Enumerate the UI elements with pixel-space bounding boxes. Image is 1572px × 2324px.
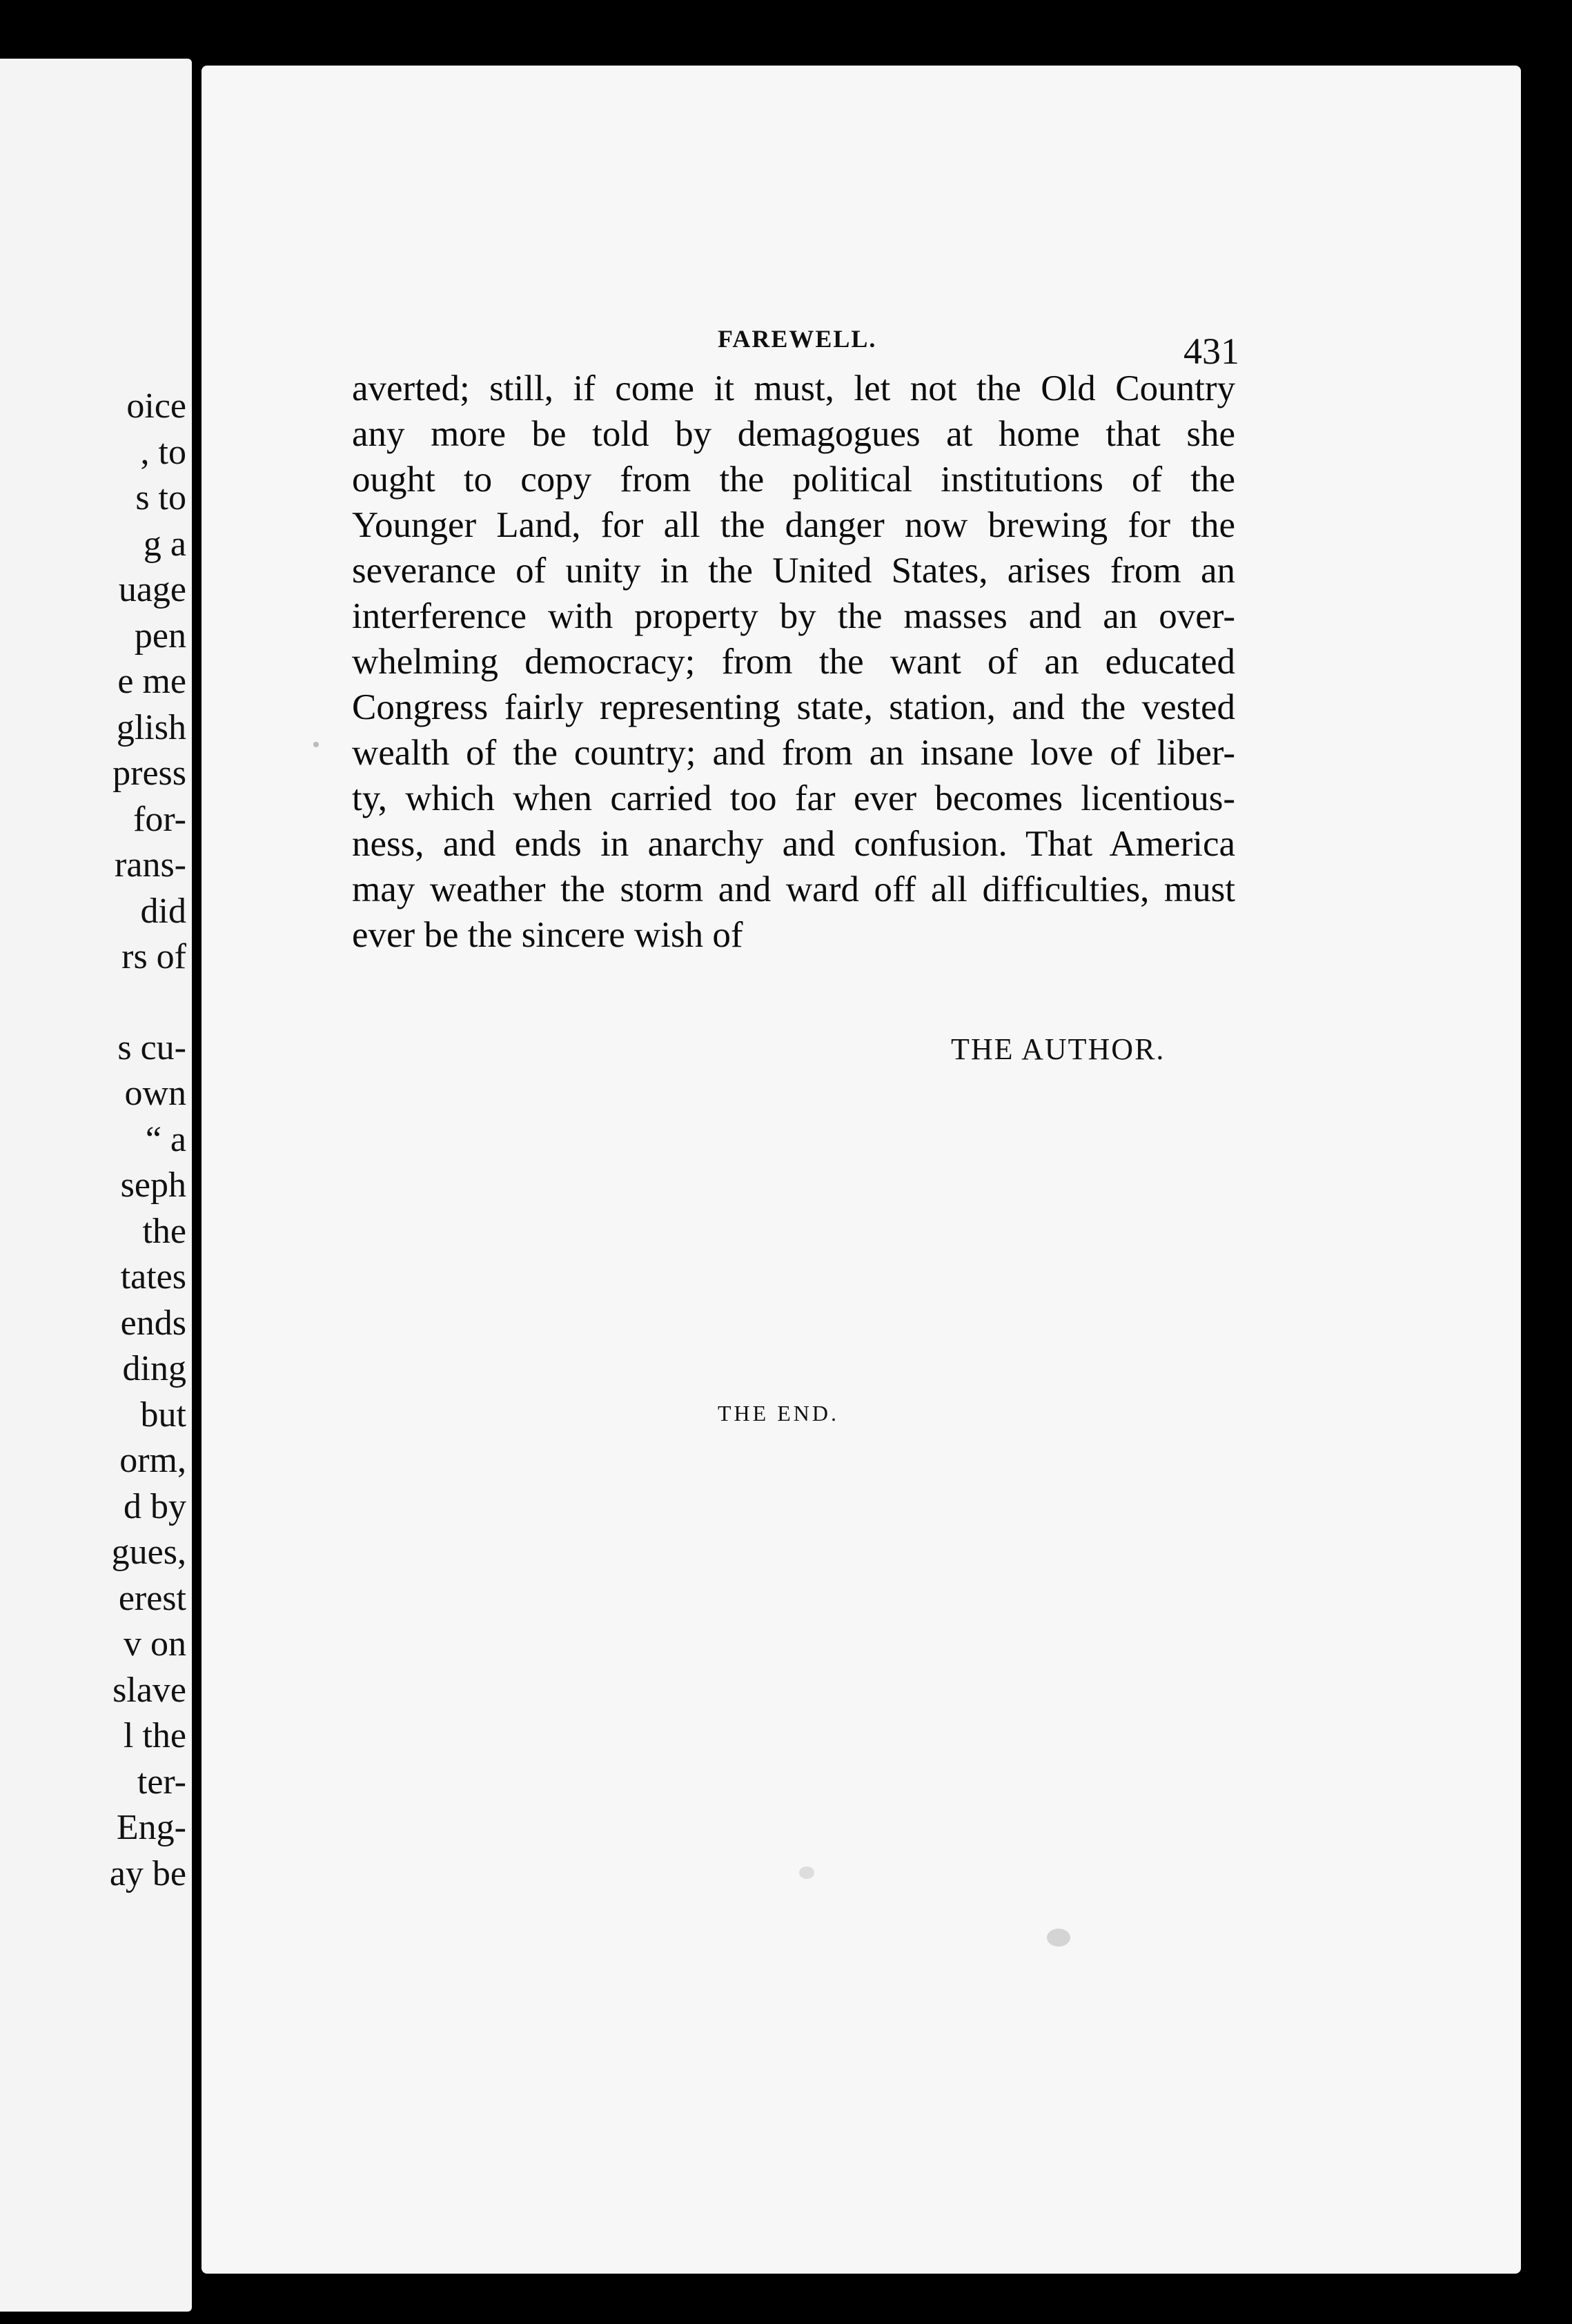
left-line-fragment: rs of [121,937,186,976]
running-head: FAREWELL. [718,325,877,353]
text-line: ever be the sincere wish of [352,915,743,955]
page-number: 431 [1183,331,1239,372]
text-line: Younger Land, for all the danger now brewing for the [352,505,1235,545]
text-line: ness, and ends in anarchy and confusion. That America [352,824,1235,864]
text-line: severance of unity in the United States, arises from an [352,551,1235,591]
left-line-fragment: tates [120,1257,186,1297]
left-line-fragment: slave [112,1671,186,1710]
left-line-fragment: , to [140,433,186,472]
text-line: may weather the storm and ward off all difficulties, must [352,869,1235,909]
left-line-fragment: d by [124,1487,186,1526]
left-line-fragment: g a [143,524,186,564]
paper-speck [313,742,319,747]
left-line-fragment: rans- [115,845,186,885]
paper-speck [799,1867,814,1879]
left-line-fragment: but [140,1395,186,1435]
left-line-fragment: press [112,754,186,793]
left-line-fragment: seph [120,1165,186,1205]
left-line-fragment: ends [120,1303,186,1343]
left-line-fragment: ter- [137,1762,186,1802]
left-line-fragment: v on [124,1624,186,1664]
text-line: averted; still, if come it must, let not the Old Country [352,368,1235,408]
left-line-fragment: did [140,892,186,931]
left-line-fragment: for- [133,800,186,839]
left-line-fragment: own [124,1074,186,1113]
previous-page-fragment [0,59,192,2312]
left-line-fragment: s cu- [117,1028,186,1067]
text-line: Congress fairly representing state, station, and the vested [352,687,1235,727]
left-line-fragment: erest [118,1579,186,1618]
text-line: ty, which when carried too far ever becomes licentious- [352,778,1235,818]
left-line-fragment: uage [118,570,186,609]
left-line-fragment: pen [134,616,186,656]
left-line-fragment: e me [117,662,186,701]
left-line-fragment: ay be [109,1854,186,1893]
left-line-fragment: Eng- [116,1808,186,1847]
paper-speck [1047,1929,1070,1947]
text-line: interference with property by the masses and an over- [352,596,1235,636]
left-line-fragment: the [142,1212,186,1251]
left-line-fragment: ding [122,1349,186,1388]
left-line-fragment: oice [126,386,186,426]
author-signature: THE AUTHOR. [951,1032,1166,1066]
text-line: wealth of the country; and from an insane love of liber- [352,733,1235,773]
left-line-fragment: orm, [119,1441,186,1480]
end-mark: THE END. [718,1401,839,1426]
left-line-fragment: “ a [145,1120,186,1159]
left-line-fragment: s to [135,478,186,518]
left-line-fragment: l the [124,1716,186,1755]
text-line: any more be told by demagogues at home that she [352,414,1235,454]
text-line: whelming democracy; from the want of an educated [352,642,1235,682]
left-line-fragment: glish [116,708,186,747]
body-paragraph [352,366,1235,958]
text-line: ought to copy from the political institutions of the [352,460,1235,500]
left-line-fragment: gues, [111,1533,186,1572]
